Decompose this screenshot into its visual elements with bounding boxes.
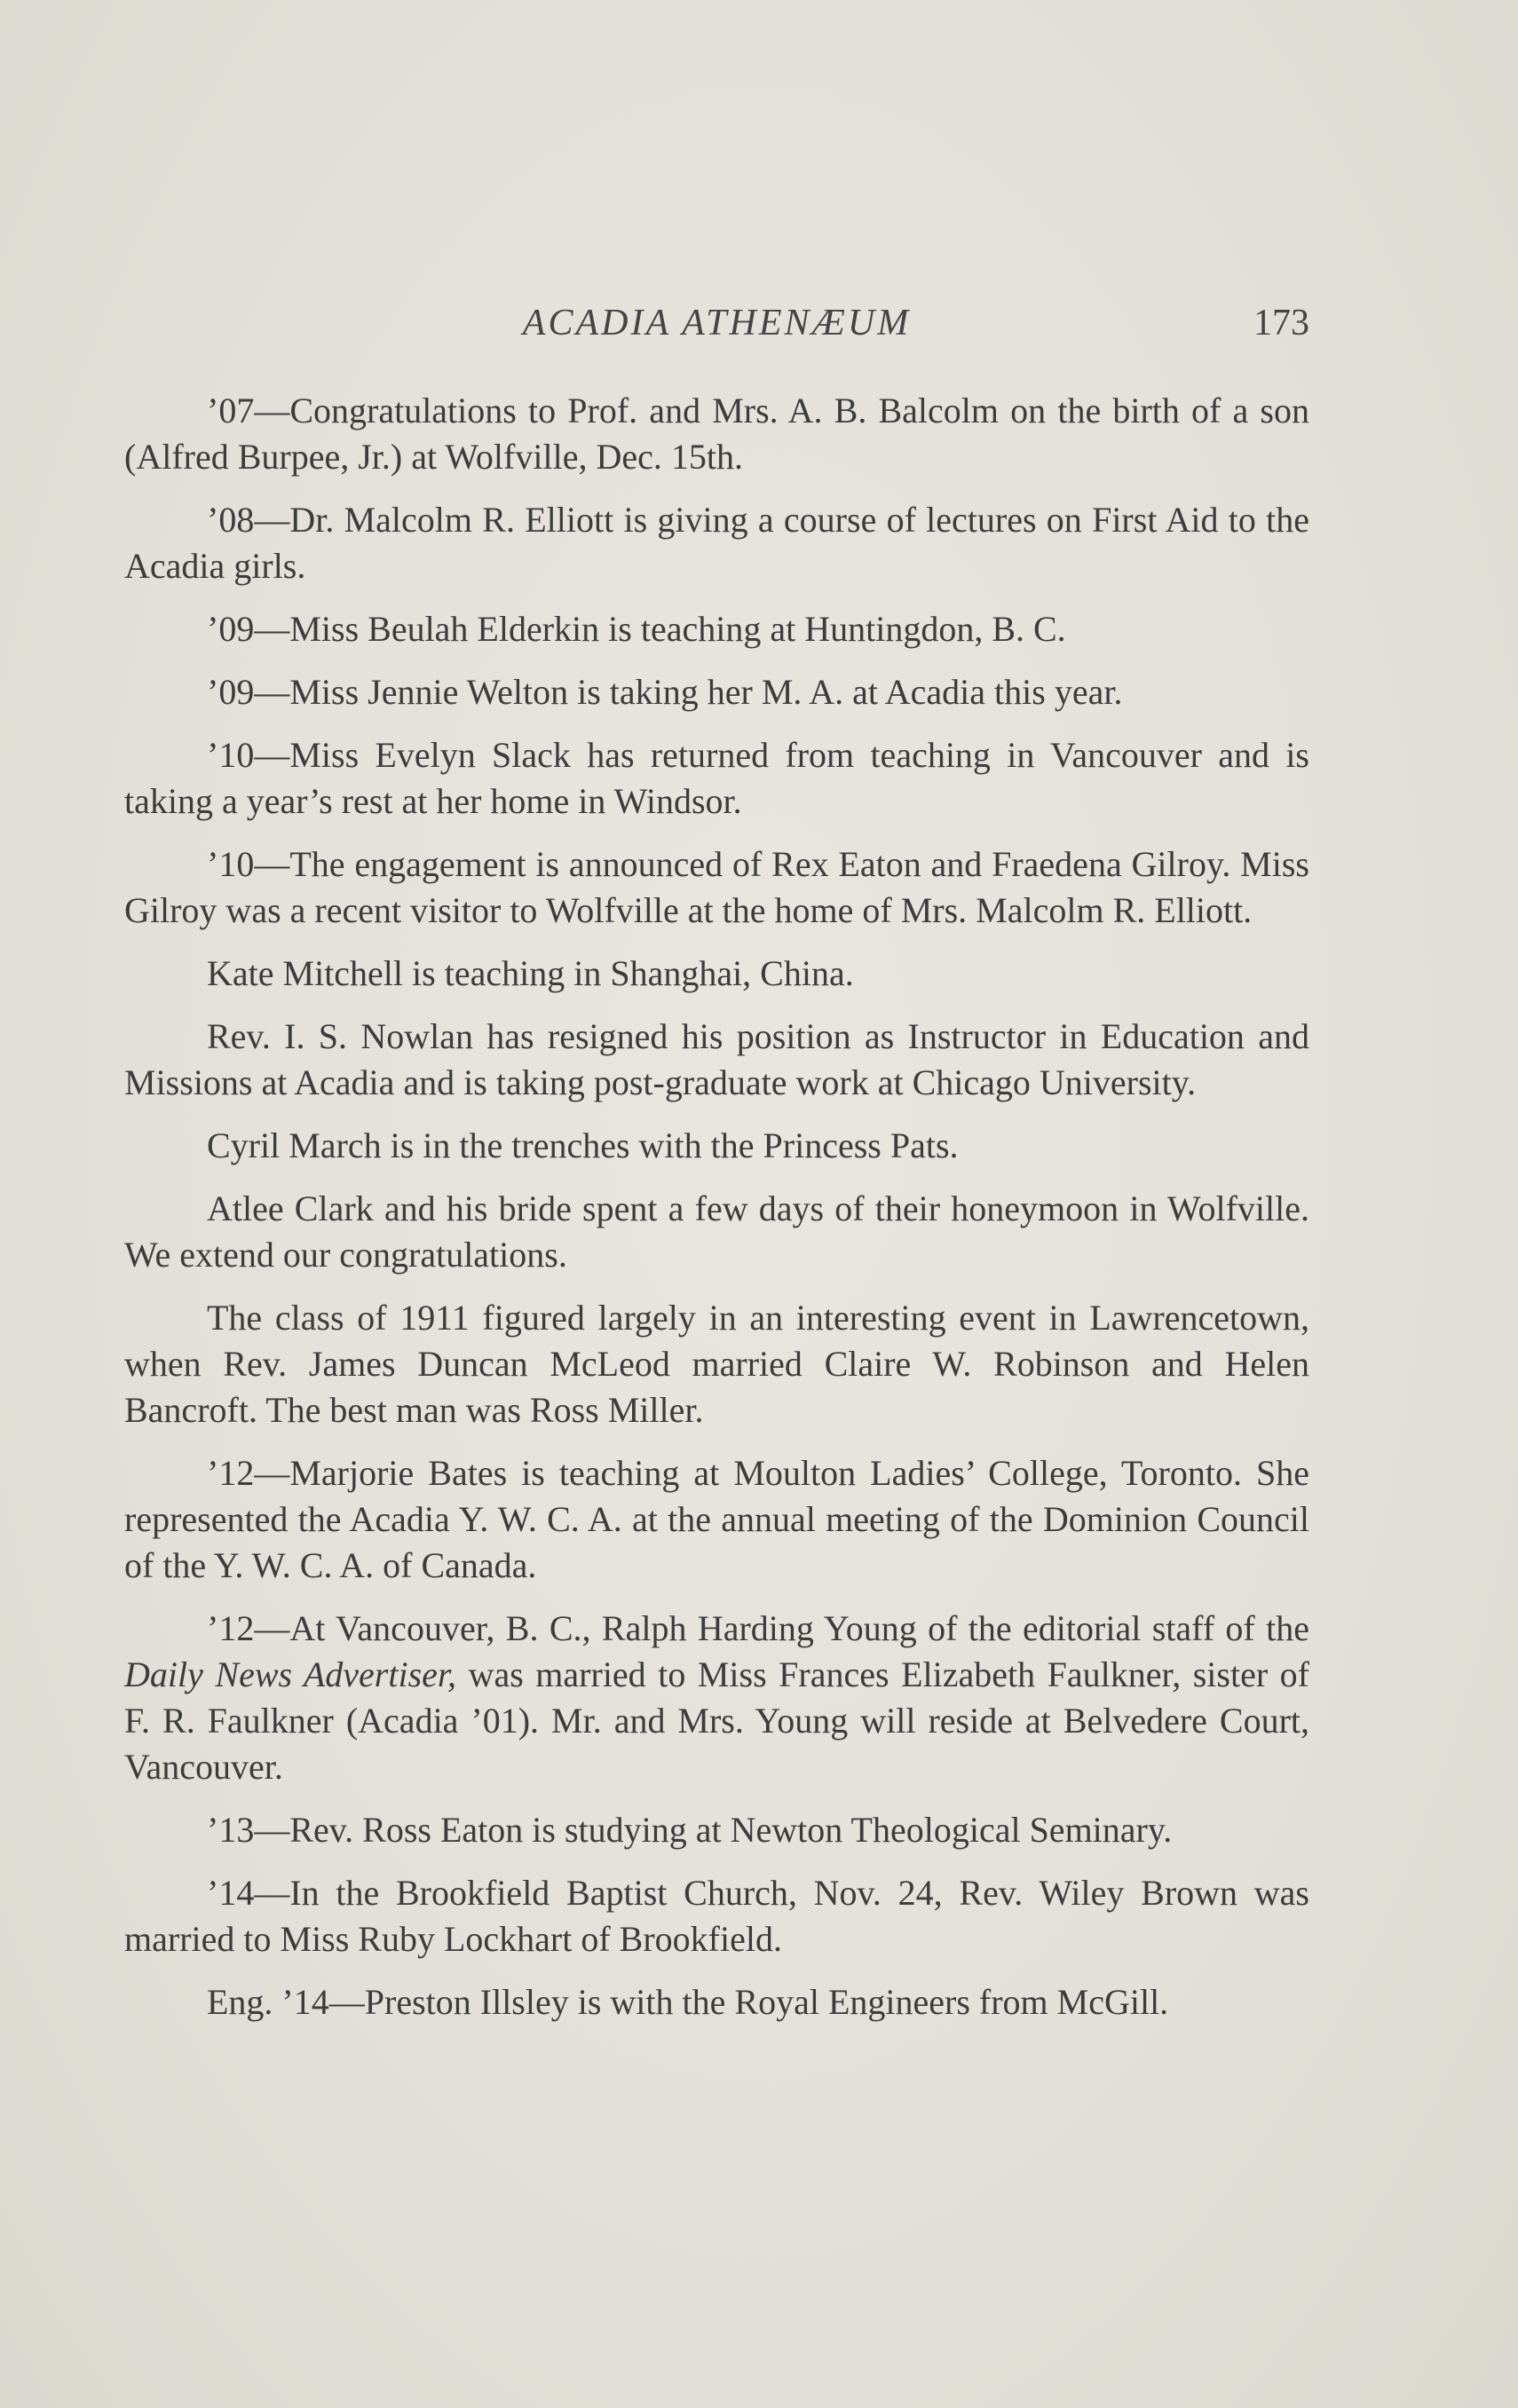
page-header (124, 302, 1309, 355)
note-paragraph: ’10—Miss Evelyn Slack has returned from teaching in Vancouver and is taking a year’s rest at her home in Windsor. (124, 735, 1309, 821)
note-paragraph (124, 1606, 1309, 1790)
note-paragraph: ’13—Rev. Ross Eaton is studying at Newton Theological Seminary. (207, 1810, 1173, 1850)
note-paragraph: Atlee Clark and his bride spent a few days of their honeymoon in Wolfville. We extend our congratulations. (124, 1188, 1309, 1275)
note-paragraph: The class of 1911 figured largely in an interesting event in Lawrencetown, when Rev. James Duncan McLeod married Claire W. Robinson and Helen Bancroft. The best man was Ross Miller. (124, 1298, 1309, 1430)
note-paragraph: ’07—Congratulations to Prof. and Mrs. A. B. Balcolm on the birth of a son (Alfred Burpee, Jr.) at Wolfville, Dec. 15th. (124, 391, 1309, 477)
note-paragraph: Kate Mitchell is teaching in Shanghai, China. (207, 953, 854, 993)
note-paragraph: ’09—Miss Beulah Elderkin is teaching at Huntingdon, B. C. (207, 609, 1066, 649)
note-paragraph: ’08—Dr. Malcolm R. Elliott is giving a course of lectures on First Aid to the Acadia girls. (124, 500, 1309, 586)
note-paragraph: ’12—Marjorie Bates is teaching at Moulton Ladies’ College, Toronto. She represented the Acadia Y. W. C. A. at the annual meeting of the Dominion Council of the Y. W. C. A. of Canada. (124, 1453, 1309, 1585)
note-paragraph: Cyril March is in the trenches with the Princess Pats. (207, 1125, 959, 1165)
note-text: ’12—At Vancouver, B. C., Ralph Harding Young of the editorial staff of the (207, 1608, 1309, 1648)
page-number: 173 (1253, 303, 1309, 343)
alumni-notes (124, 388, 1309, 2025)
note-paragraph: Rev. I. S. Nowlan has resigned his position as Instructor in Education and Missions at Acadia and is taking post-graduate work at Chicago University. (124, 1016, 1309, 1102)
note-paragraph: ’09—Miss Jennie Welton is taking her M. A. at Acadia this year. (207, 672, 1123, 712)
running-title: ACADIA ATHENÆUM (522, 303, 912, 343)
note-paragraph: ’10—The engagement is announced of Rex Eaton and Fraedena Gilroy. Miss Gilroy was a recent visitor to Wolfville at the home of Mrs. Malcolm R. Elliott. (124, 844, 1309, 930)
note-paragraph: Eng. ’14—Preston Illsley is with the Royal Engineers from McGill. (207, 1982, 1169, 2022)
newspaper-title: Daily News Advertiser, (124, 1654, 457, 1694)
note-text: was married to Miss Frances Elizabeth Faulkner, sister of F. R. Faulkner (Acadia ’01). Mr. and Mrs. Young will reside at Belvedere Court, Vancouver. (124, 1654, 1310, 1787)
note-paragraph: ’14—In the Brookfield Baptist Church, Nov. 24, Rev. Wiley Brown was married to Miss Ruby Lockhart of Brookfield. (124, 1873, 1309, 1959)
